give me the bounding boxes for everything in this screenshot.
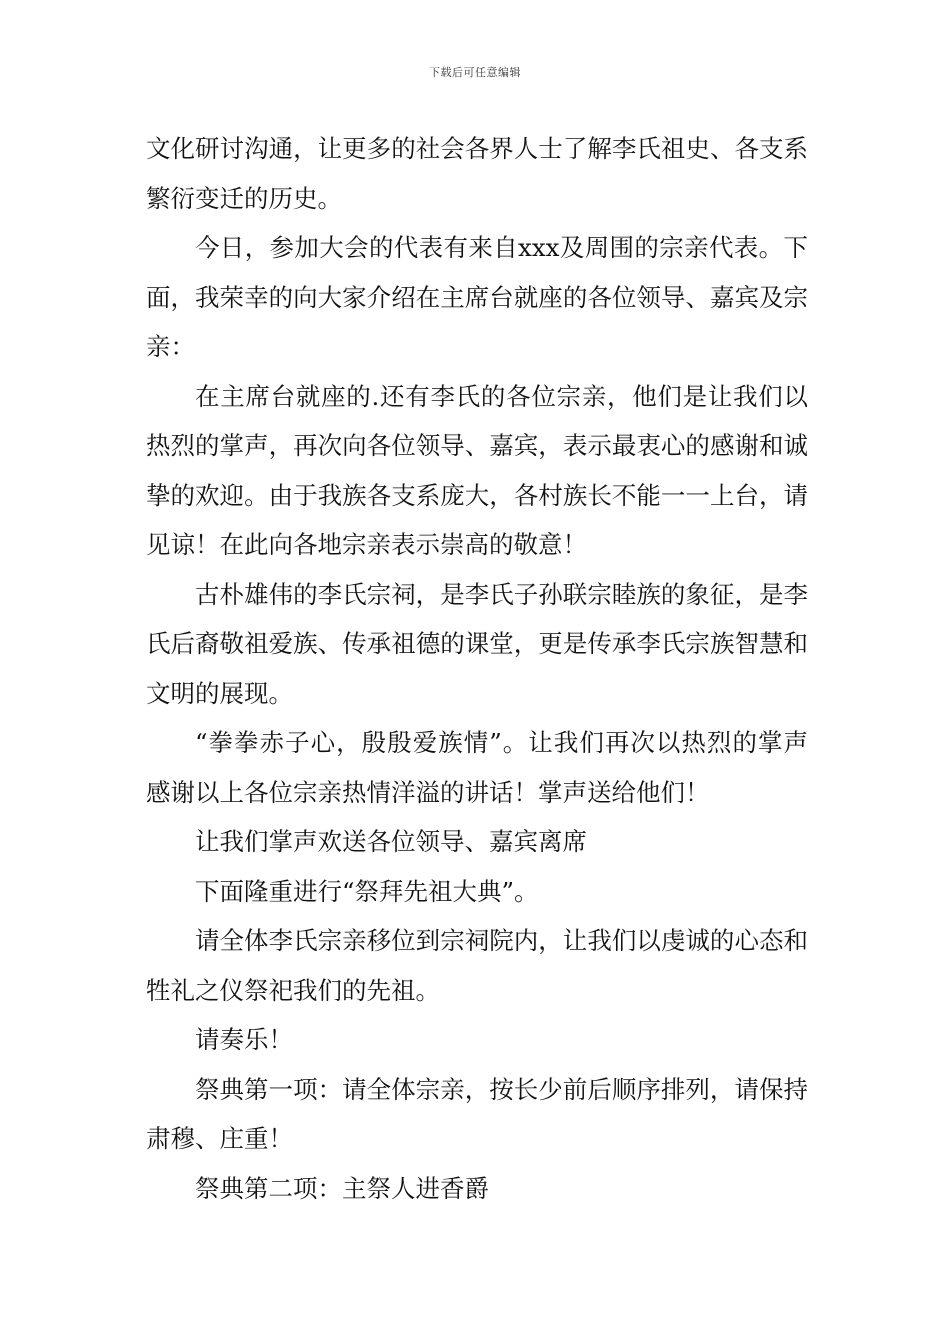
- paragraph: 请奏乐！: [195, 1025, 293, 1054]
- page-header-note: 下载后可任意编辑: [429, 66, 521, 79]
- paragraph: “拳拳赤子心，殷殷爱族情”。让我们再次以热烈的掌声感谢以上各位宗亲热情洋溢的讲话！掌声送给他们！: [146, 728, 808, 807]
- paragraph: 文化研讨沟通，让更多的社会各界人士了解李氏祖史、各支系繁衍变迁的历史。: [146, 134, 808, 213]
- paragraph: 祭典第一项：请全体宗亲，按长少前后顺序排列，请保持肃穆、庄重！: [146, 1074, 808, 1153]
- document-body: [146, 124, 808, 1213]
- paragraph: 古朴雄伟的李氏宗祠，是李氏子孙联宗睦族的象征，是李氏后裔敬祖爱族、传承祖德的课堂，更是传承李氏宗族智慧和文明的展现。: [146, 579, 808, 708]
- paragraph: 在主席台就座的.还有李氏的各位宗亲，他们是让我们以热烈的掌声，再次向各位领导、嘉宾，表示最衷心的感谢和诚挚的欢迎。由于我族各支系庞大，各村族长不能一一上台，请见谅！在此向各地宗亲表示崇高的敬意！: [146, 381, 808, 559]
- paragraph: 今日，参加大会的代表有来自xxx及周围的宗亲代表。下面，我荣幸的向大家介绍在主席台就座的各位领导、嘉宾及宗亲：: [146, 233, 808, 361]
- paragraph: 请全体李氏宗亲移位到宗祠院内，让我们以虔诚的心态和牲礼之仪祭祀我们的先祖。: [146, 926, 808, 1005]
- paragraph: 祭典第二项：主祭人进香爵: [195, 1173, 489, 1203]
- paragraph: 下面隆重进行“祭拜先祖大典”。: [195, 876, 539, 906]
- paragraph: 让我们掌声欢送各位领导、嘉宾离席: [195, 827, 587, 856]
